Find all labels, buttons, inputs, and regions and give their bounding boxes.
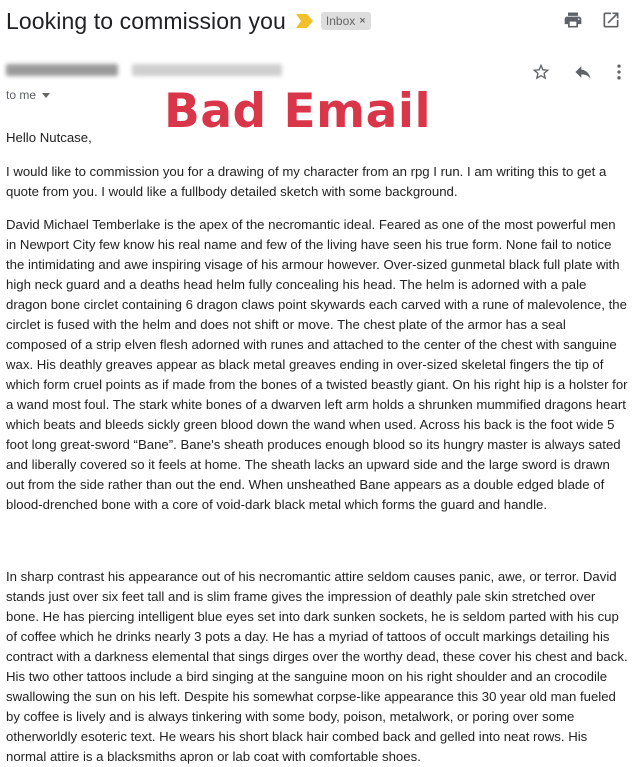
redacted-sender-email: [132, 64, 282, 76]
inbox-label-text: Inbox: [325, 14, 356, 28]
sender-row: [6, 64, 282, 76]
print-icon[interactable]: [563, 10, 583, 30]
message-actions: [531, 62, 623, 82]
email-body: [6, 124, 628, 767]
subject-row: [6, 6, 371, 36]
inbox-label-chip[interactable]: [321, 12, 371, 30]
more-vert-icon[interactable]: [615, 62, 623, 82]
chevron-down-icon: [42, 93, 50, 98]
recipient-line: to me: [6, 88, 37, 102]
email-paragraph: I would like to commission you for a drawing of my character from an rpg I run. I am writing this to get a quote from you. I would like a fullbody detailed sketch with some background.: [6, 164, 607, 199]
remove-label-button[interactable]: ×: [359, 15, 366, 27]
thread-actions: [563, 10, 621, 30]
open-in-new-window-icon[interactable]: [601, 10, 621, 30]
email-subject: Looking to commission you: [6, 7, 286, 34]
redacted-sender-name: [6, 64, 118, 76]
bad-email-stamp: Bad Email: [164, 84, 432, 139]
email-paragraph: In sharp contrast his appearance out of his necromantic attire seldom causes panic, awe, or terror. David stands just over six feet tall and is slim frame gives the impression of deathly pale skin stretched over bone. He has piercing intelligent blue eyes set into dark sunken sockets, he is seldom parted with his cup of coffee which he drinks nearly 3 pots a day. He has a myriad of tattoos of occult markings detailing his contract with a darkness elemental that sings dirges over the worthy dead, these cover his chest and back. His two other tattoos include a bird singing at the sanguine moon on his right shoulder and an crocodile swallowing the sun on his left. Despite his somewhat corpse-like appearance this 30 year old man fueled by coffee is lively and is always tinkering with some body, poison, metalwork, or poring over some otherworldly esoteric text. He wears his short black hair combed back and gelled into neat rows. His normal attire is a blacksmiths apron or lab coat with comfortable shoes.: [6, 569, 628, 764]
reply-icon[interactable]: [573, 62, 593, 82]
importance-marker-icon[interactable]: [296, 14, 313, 28]
recipient-details-toggle[interactable]: [6, 88, 50, 102]
email-greeting: Hello Nutcase,: [6, 130, 92, 145]
star-icon[interactable]: [531, 62, 551, 82]
email-paragraph: David Michael Temberlake is the apex of the necromantic ideal. Feared as one of the most powerful men in Newport City few know his real name and few of the living have seen his true form. None fail to notice the intimidating and awe inspiring visage of his armour however. Over-sized gunmetal black full plate with high neck guard and a deaths head helm fully concealing his head. The helm is adorned with a pale dragon bone circlet containing 6 dragon claws point skywards each carved with a rune of malevolence, the circlet is fused with the helm and does not shift or move. The chest plate of the armor has a seal composed of a strip elven flesh adorned with runes and attached to the center of the chest with sanguine wax. His deathly greaves appear as black metal greaves ending in over-sized skeletal fingers the tip of which form cruel points as if made from the bones of a twisted beastly giant. On his right hip is a holster for a wand most foul. The stark white bones of a dwarven left arm holds a shrunken mummified dragons heart which beats and bleeds sickly green blood down the wand when used. Across his back is the foot wide 5 foot long great-sword “Bane”. Bane's sheath produces enough blood so its hungry master is always sated and liberally covered so it feels at home. The sheath lacks an upward side and the large sword is drawn out from the side rather than out the end. When unsheathed Bane appears as a double edged blade of blood-drenched bone with a core of void-dark black metal which forms the guard and handle.: [6, 217, 628, 512]
